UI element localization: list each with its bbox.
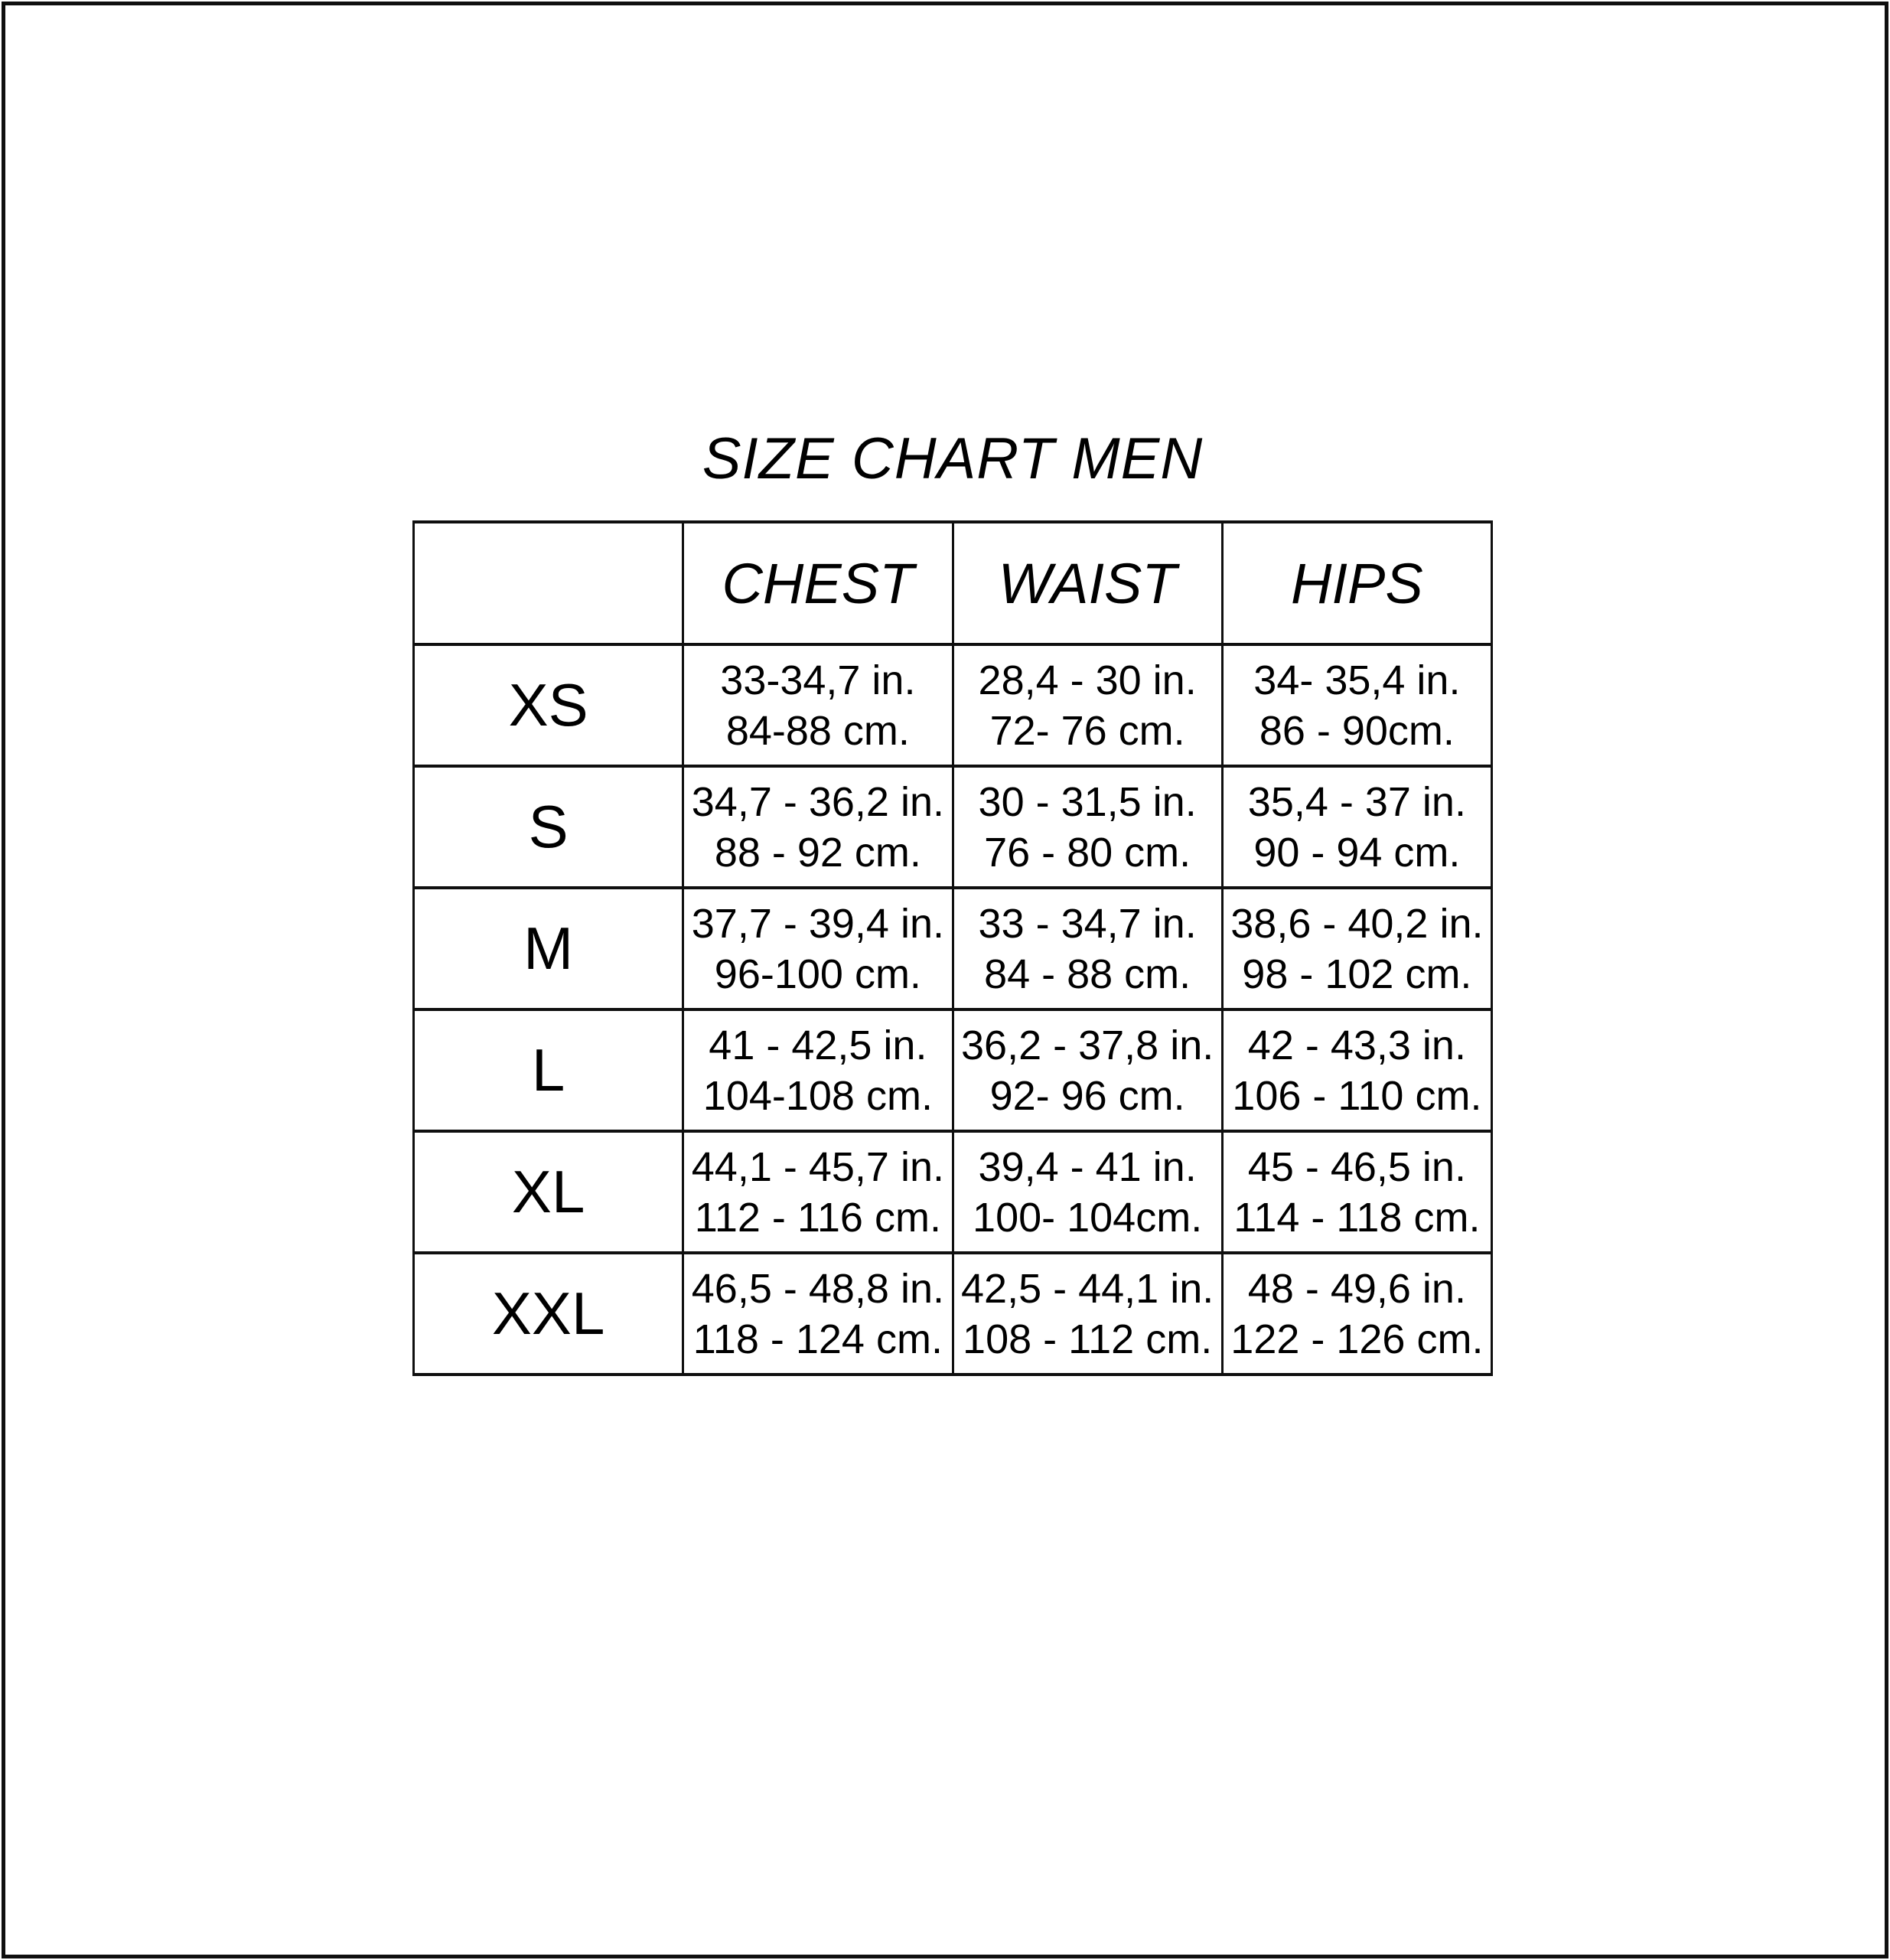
hips-inches: 45 - 46,5 in.: [1247, 1143, 1466, 1190]
chest-cm: 104-108 cm.: [702, 1072, 933, 1119]
table-row-m: [414, 888, 1492, 1009]
hips-inches: 34- 35,4 in.: [1253, 657, 1461, 703]
waist-inches: 42,5 - 44,1 in.: [961, 1265, 1214, 1312]
waist-cell: [953, 1253, 1222, 1375]
chest-cm: 88 - 92 cm.: [714, 829, 921, 876]
chest-cell: [683, 1009, 953, 1131]
chest-cm: 118 - 124 cm.: [692, 1316, 943, 1362]
waist-cm: 100- 104cm.: [973, 1194, 1203, 1241]
chest-cell: [683, 888, 953, 1009]
size-label: XXL: [414, 1253, 683, 1375]
chest-cm: 112 - 116 cm.: [694, 1194, 941, 1241]
table-row-xxl: [414, 1253, 1492, 1375]
waist-inches: 30 - 31,5 in.: [978, 778, 1197, 825]
waist-cell: [953, 644, 1222, 766]
chest-cell: [683, 644, 953, 766]
hips-cm: 90 - 94 cm.: [1253, 829, 1461, 876]
size-label: M: [414, 888, 683, 1009]
waist-cm: 76 - 80 cm.: [984, 829, 1191, 876]
size-label: S: [414, 766, 683, 888]
chest-cm: 96-100 cm.: [714, 951, 921, 997]
table-header-row: [414, 522, 1492, 644]
table-row-xl: [414, 1131, 1492, 1253]
hips-cm: 122 - 126 cm.: [1230, 1316, 1484, 1362]
hips-cm: 114 - 118 cm.: [1233, 1194, 1481, 1241]
chest-inches: 33-34,7 in.: [720, 657, 916, 703]
size-label: L: [414, 1009, 683, 1131]
size-chart-table: [412, 520, 1493, 1376]
table-row-l: [414, 1009, 1492, 1131]
hips-cell: [1222, 1131, 1491, 1253]
page-title: SIZE CHART MEN: [702, 426, 1204, 491]
table-row-s: [414, 766, 1492, 888]
size-label: XS: [414, 644, 683, 766]
chest-inches: 44,1 - 45,7 in.: [691, 1143, 944, 1190]
waist-cell: [953, 766, 1222, 888]
waist-inches: 39,4 - 41 in.: [978, 1143, 1197, 1190]
waist-inches: 36,2 - 37,8 in.: [961, 1022, 1214, 1068]
header-cell-size: [414, 522, 683, 644]
chest-cell: [683, 1131, 953, 1253]
waist-cm: 92- 96 cm.: [989, 1072, 1185, 1119]
chest-inches: 34,7 - 36,2 in.: [691, 778, 944, 825]
chest-inches: 46,5 - 48,8 in.: [691, 1265, 944, 1312]
waist-cm: 108 - 112 cm.: [963, 1316, 1213, 1362]
hips-cell: [1222, 1009, 1491, 1131]
hips-cell: [1222, 766, 1491, 888]
chest-inches: 37,7 - 39,4 in.: [691, 900, 944, 947]
header-cell-waist: WAIST: [953, 522, 1222, 644]
chest-cm: 84-88 cm.: [725, 707, 910, 754]
size-label: XL: [414, 1131, 683, 1253]
hips-inches: 35,4 - 37 in.: [1247, 778, 1466, 825]
waist-cm: 84 - 88 cm.: [984, 951, 1191, 997]
waist-cell: [953, 1131, 1222, 1253]
hips-cm: 86 - 90cm.: [1259, 707, 1455, 754]
chest-inches: 41 - 42,5 in.: [709, 1022, 927, 1068]
chest-cell: [683, 766, 953, 888]
hips-inches: 42 - 43,3 in.: [1247, 1022, 1466, 1068]
hips-inches: 38,6 - 40,2 in.: [1230, 900, 1484, 947]
table-row-xs: [414, 644, 1492, 766]
waist-inches: 28,4 - 30 in.: [978, 657, 1197, 703]
hips-cm: 98 - 102 cm.: [1242, 951, 1472, 997]
waist-cm: 72- 76 cm.: [989, 707, 1185, 754]
hips-cell: [1222, 888, 1491, 1009]
hips-cell: [1222, 1253, 1491, 1375]
waist-cell: [953, 1009, 1222, 1131]
hips-cm: 106 - 110 cm.: [1232, 1072, 1482, 1119]
header-cell-hips: HIPS: [1222, 522, 1491, 644]
header-cell-chest: CHEST: [683, 522, 953, 644]
chest-cell: [683, 1253, 953, 1375]
hips-inches: 48 - 49,6 in.: [1247, 1265, 1466, 1312]
waist-inches: 33 - 34,7 in.: [978, 900, 1197, 947]
hips-cell: [1222, 644, 1491, 766]
waist-cell: [953, 888, 1222, 1009]
